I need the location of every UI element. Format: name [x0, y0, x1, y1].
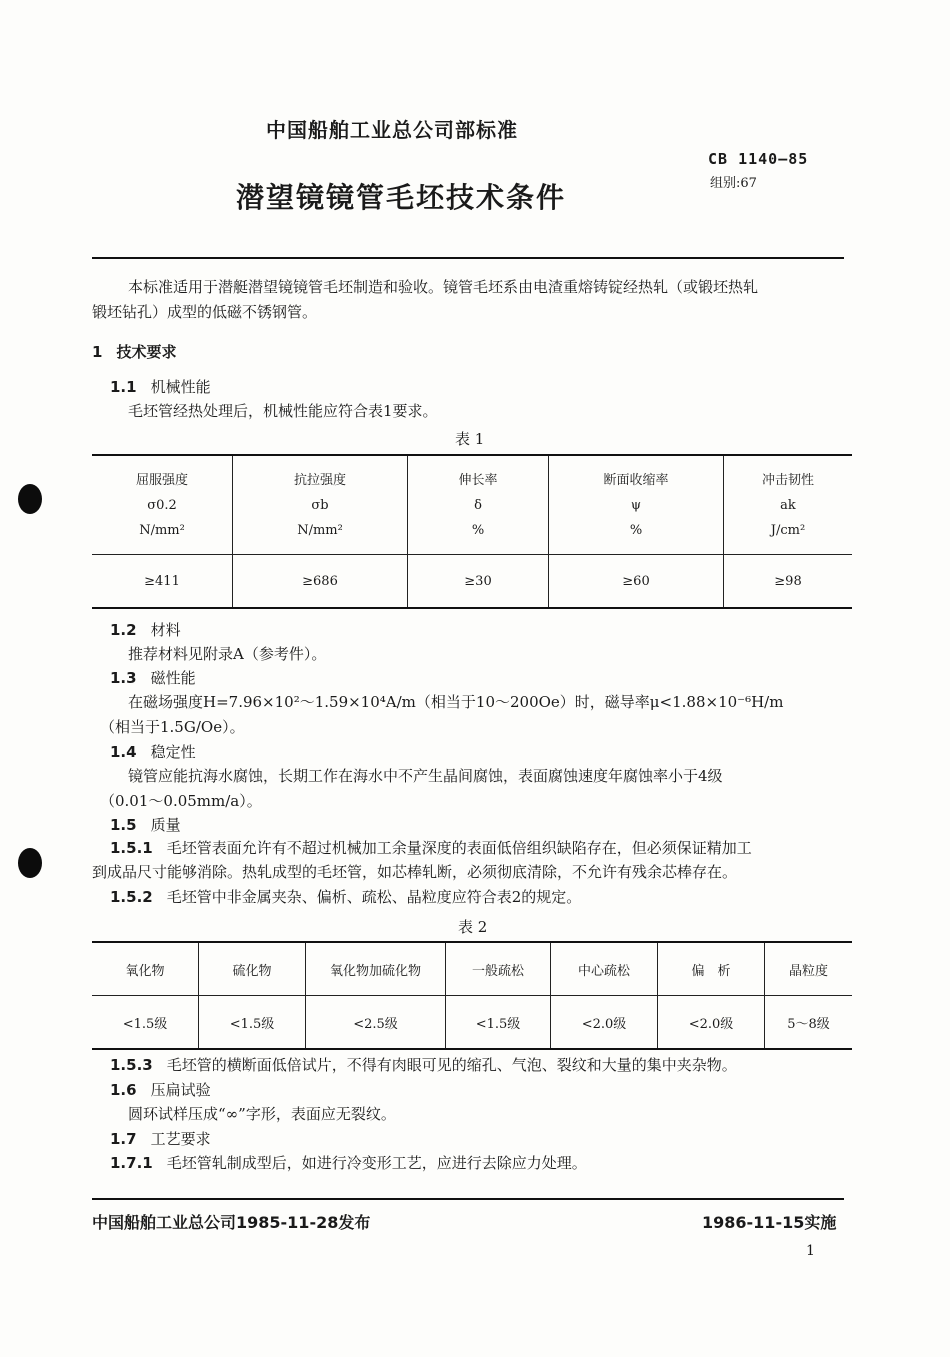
header-symbol: ψ: [630, 497, 642, 513]
table-cell: 5～8级: [765, 996, 853, 1050]
section-1-4-heading: [110, 741, 196, 763]
section-title: 质量: [150, 816, 181, 834]
header-cell: 硫化物: [199, 942, 306, 996]
table-cell: ≥98: [724, 555, 853, 609]
section-title: 材料: [150, 621, 181, 639]
header-name: 断面收缩率: [603, 472, 669, 488]
table-cell: <1.5级: [446, 996, 551, 1050]
issue-date: 中国船舶工业总公司1985-11-28发布: [92, 1213, 371, 1232]
section-title: 机械性能: [150, 378, 211, 396]
section-number: 1.7.1: [110, 1154, 153, 1172]
table-1-caption: 表 1: [455, 430, 485, 448]
section-1-7-1: [110, 1152, 587, 1174]
section-number: 1.6: [110, 1081, 137, 1099]
header-cell: 中心疏松: [551, 942, 658, 996]
section-number: 1.5.1: [110, 839, 153, 857]
effective-date: 1986-11-15实施: [702, 1213, 837, 1232]
section-number: 1.1: [110, 378, 137, 396]
section-1-6-text: 圆环试样压成“∞”字形，表面应无裂纹。: [128, 1105, 396, 1123]
header-cell: 晶粒度: [765, 942, 853, 996]
section-number: 1.7: [110, 1130, 137, 1148]
header-cell: 氧化物: [92, 942, 199, 996]
paragraph-text: 毛坯管中非金属夹杂、偏析、疏松、晶粒度应符合表2的规定。: [166, 888, 582, 906]
section-1-3-line-2: （相当于1.5G/Oe）。: [100, 718, 245, 736]
section-number: 1.2: [110, 621, 137, 639]
table-cell: <2.0级: [658, 996, 765, 1050]
header-cell: 偏 析: [658, 942, 765, 996]
table-cell: <2.0级: [551, 996, 658, 1050]
table-cell: ≥411: [144, 573, 180, 589]
header-rule: [92, 257, 844, 259]
header-unit: N/mm²: [139, 522, 185, 538]
section-title: 磁性能: [150, 669, 196, 687]
header-symbol: δ: [474, 497, 482, 513]
section-1-1-text: 毛坯管经热处理后，机械性能应符合表1要求。: [128, 402, 438, 420]
header-cell-elongation: [408, 455, 549, 555]
paragraph-text: 毛坯管表面允许有不超过机械加工余量深度的表面低倍组织缺陷存在，但必须保证精加工: [166, 839, 752, 857]
table-2: [92, 941, 852, 1050]
section-title: 稳定性: [150, 743, 196, 761]
header-symbol: σ0.2: [147, 497, 177, 513]
section-1-3-line-1: 在磁场强度H=7.96×10²～1.59×10⁴A/m（相当于10～200Oe）时，磁导率μ<1.88×10⁻⁶H/m: [128, 693, 784, 711]
section-number: 1.5.2: [110, 888, 153, 906]
section-1-7-heading: [110, 1128, 211, 1150]
header-name: 屈服强度: [135, 472, 188, 488]
table-row: [92, 996, 852, 1050]
header-unit: N/mm²: [297, 522, 343, 538]
table-cell: ≥686: [233, 555, 408, 609]
header-name: 冲击韧性: [761, 472, 814, 488]
table-cell: <1.5级: [122, 1016, 168, 1032]
section-title: 压扁试验: [150, 1081, 211, 1099]
section-number: 1.3: [110, 669, 137, 687]
section-number: 1: [92, 343, 103, 361]
table-cell: ≥30: [408, 555, 549, 609]
header-cell-reduction-of-area: [549, 455, 724, 555]
table-cell: ≥60: [549, 555, 724, 609]
binder-hole: [18, 484, 42, 514]
table-2-caption: 表 2: [458, 918, 488, 936]
table-header-row: [92, 942, 852, 996]
section-1-4-line-1: 镜管应能抗海水腐蚀，长期工作在海水中不产生晶间腐蚀，表面腐蚀速度年腐蚀率小于4级: [128, 767, 723, 785]
header-name: 伸长率: [458, 472, 498, 488]
section-1-5-1-line-2: 到成品尺寸能够消除。热轧成型的毛坯管，如芯棒轧断，必须彻底清除，不允许有残余芯棒存在。: [92, 863, 738, 881]
table-cell: <1.5级: [199, 996, 306, 1050]
section-1-2-heading: [110, 619, 181, 641]
paragraph-text: 毛坯管的横断面低倍试片，不得有肉眼可见的缩孔、气泡、裂纹和大量的集中夹杂物。: [166, 1056, 737, 1074]
table-header-row: [92, 455, 852, 555]
section-title: 技术要求: [116, 343, 177, 361]
header-unit: %: [629, 522, 643, 538]
header-unit: J/cm²: [770, 522, 806, 538]
section-1-5-1-line-1: [110, 837, 752, 859]
header-name: 抗拉强度: [293, 472, 346, 488]
group-number: 组别:67: [710, 176, 757, 191]
section-1-5-heading: [110, 814, 181, 836]
section-1-5-2: [110, 886, 581, 908]
standard-code: CB 1140—85: [708, 150, 809, 168]
section-1-1-heading: [110, 376, 211, 398]
section-title: 工艺要求: [150, 1130, 211, 1148]
section-1-2-text: 推荐材料见附录A（参考件）。: [128, 645, 327, 663]
table-1: [92, 454, 852, 609]
paragraph-text: 毛坯管轧制成型后，如进行冷变形工艺，应进行去除应力处理。: [166, 1154, 587, 1172]
header-cell: 氧化物加硫化物: [306, 942, 446, 996]
section-number: 1.5.3: [110, 1056, 153, 1074]
header-unit: %: [471, 522, 485, 538]
section-1-5-3: [110, 1054, 737, 1076]
table-row: [92, 555, 852, 609]
section-1-6-heading: [110, 1079, 211, 1101]
header-cell-yield-strength: [92, 455, 233, 555]
header-symbol: ak: [780, 497, 796, 513]
section-1-4-line-2: （0.01～0.05mm/a）。: [100, 792, 262, 810]
issuing-organization: 中国船舶工业总公司部标准: [266, 118, 518, 142]
page-title: 潜望镜镜管毛坯技术条件: [236, 181, 567, 214]
section-number: 1.4: [110, 743, 137, 761]
intro-line-1: 本标准适用于潜艇潜望镜镜管毛坯制造和验收。镜管毛坯系由电渣重熔铸锭经热轧（或锻坯热轧: [128, 278, 759, 296]
header-symbol: σb: [311, 497, 329, 513]
section-1-heading: [92, 341, 176, 363]
header-cell: 一般疏松: [446, 942, 551, 996]
binder-hole: [18, 848, 42, 878]
footer-rule: [92, 1198, 844, 1200]
section-1-3-heading: [110, 667, 196, 689]
page-number: 1: [806, 1243, 815, 1259]
intro-line-2: 锻坯钻孔）成型的低磁不锈钢管。: [92, 303, 318, 321]
section-number: 1.5: [110, 816, 137, 834]
header-cell-tensile-strength: [233, 455, 408, 555]
header-cell-impact-toughness: [724, 455, 853, 555]
table-cell: <2.5级: [306, 996, 446, 1050]
